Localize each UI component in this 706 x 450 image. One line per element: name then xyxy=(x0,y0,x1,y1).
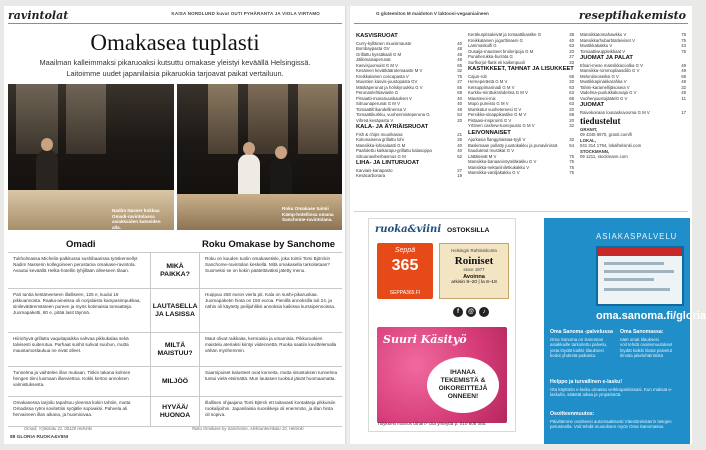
inquiry-line: 041 314 1794, lokalhelsinki.com xyxy=(580,143,642,148)
seppa-ad[interactable] xyxy=(377,243,433,299)
recipe-page: 75 xyxy=(681,48,686,54)
recipe-index-column xyxy=(580,32,686,160)
recipe-index-column xyxy=(468,32,574,176)
row-label: MIKÄ PAIKKA? xyxy=(150,253,200,288)
seppa-name: Seppä xyxy=(394,247,416,254)
recipe-page: 40 xyxy=(457,142,462,148)
table-cell: Illallisen ohjaajana Tomi Björck ett taitavasti kontakteja pikkuisiin ruokalijoihin. Japanilaisia suosikkeja oli enemmän, ja illan hinta oli sopiva. xyxy=(205,400,336,417)
recipe-page: 20 xyxy=(569,106,574,112)
recipe-name: Sitruunaperunat G M V xyxy=(356,101,400,106)
recipe-page: 75 xyxy=(569,153,574,159)
recipe-name: Vihreä kesäpasta V xyxy=(356,117,394,123)
ad-heading: OSTOKSILLA xyxy=(447,227,490,234)
recipe-page: 20 xyxy=(569,117,574,123)
index-item xyxy=(356,118,462,124)
section-title: reseptihakemisto xyxy=(578,9,686,22)
recipe-name: Karviais-kanapasto xyxy=(356,167,393,173)
comparison-table xyxy=(8,252,342,427)
recipe-name: Kasvisjuomuist G M V xyxy=(356,62,399,68)
recipe-page: 75 xyxy=(569,170,574,175)
recipe-name: Vadelma-puolukkakooaja G V xyxy=(580,90,637,95)
cs-block-text: Päivitämme osoitteesi automaattisesti Väestörekisterin tietojen perusteella. Voit tehdä muutoksen myös Oma Sanomassa. xyxy=(550,418,672,430)
photo-shelf xyxy=(298,84,338,154)
photo-caption: Nadim Nasser kokkaa Omadi-ravintolassa asiakkaiden katseiden alla. xyxy=(112,208,161,230)
recipe-page: 54 xyxy=(457,112,462,117)
cs-block xyxy=(550,412,684,430)
cs-block-title: Oma Sanomassa: xyxy=(620,329,664,335)
recipe-name: Mansikka-lohisalaatti G M xyxy=(356,142,406,148)
table-row xyxy=(8,397,342,427)
recipe-page: 49 xyxy=(681,68,686,73)
recipe-page: 65 xyxy=(457,62,462,68)
index-item xyxy=(580,110,686,116)
recipe-name: Pistaasi-inspirointi G V xyxy=(468,117,512,123)
recipe-name: Lammaskulfi G xyxy=(468,43,497,48)
recipe-page: 43 xyxy=(681,43,686,48)
table-cell: Tukholmassa Michelin-palkitussa sushibaarissa työskennellyt Nadim Nasserin kollegoineen perustama omakase-ravintola. Avautui keväällä Helka-hotellin tyhjillään olleeseen tilaan. xyxy=(13,256,138,273)
table-row xyxy=(8,253,342,289)
recipe-name: Tomaattikurkku, vuohenmisteperuna G xyxy=(356,112,430,117)
cs-list-item: ilmoita jakeluhäiriöistä xyxy=(620,353,663,359)
byline: KAISA NORDLUND kuvat OUTI PYHÄRANTA JA VIOLA VIRTAMO xyxy=(171,11,320,16)
recipe-index-column xyxy=(356,32,462,179)
table-row xyxy=(8,333,342,367)
recipe-name: Murskatut vuohetereesi G V xyxy=(468,106,522,112)
recipe-name: Maustevoi-mix xyxy=(468,95,496,101)
recipe-page: 32 xyxy=(569,137,574,142)
recipe-name: Mansikka-vaniljakakku G V xyxy=(468,170,520,175)
index-heading: LEIVONNAISET xyxy=(468,129,511,136)
text-line xyxy=(604,288,670,291)
recipe-name: Keräkurpitsaleivät ja tomaattikastike G xyxy=(468,32,542,37)
recipe-name: Perunanlehtiaviaste G xyxy=(356,90,399,95)
recipe-page: 27 xyxy=(569,54,574,59)
recipe-name: Raivokoiraan lounaskuvooma G M V xyxy=(580,109,650,115)
spk-title: Suuri Käsityö xyxy=(383,333,467,346)
recipe-page: 48 xyxy=(457,46,462,51)
customer-service-box xyxy=(544,218,706,444)
recipe-page: 40 xyxy=(457,148,462,153)
cs-block xyxy=(550,380,684,398)
recipe-page: 20 xyxy=(569,79,574,84)
text-line xyxy=(604,278,654,281)
recipe-name: Jälkimaisaperunat xyxy=(356,57,391,62)
cs-list-item: voit tehdä osoitemuutokset xyxy=(620,342,673,348)
recipe-name: Kokonaisena grillattu lohi xyxy=(356,137,404,142)
recipe-page: 20 xyxy=(569,48,574,54)
table-row xyxy=(8,289,342,333)
spk-bubble: IHANAA TEKEMISTÄ & OIKOREITTEJÄ ONNEEN! xyxy=(427,357,499,413)
restaurant-photo xyxy=(8,84,342,230)
address-omadi: Omadi, Yrjönkatu 21, 00120 Helsinki xyxy=(24,426,92,431)
recipe-page: 33 xyxy=(569,59,574,65)
recipe-name: Ajurkasia flanggriaistaa-tyyli V xyxy=(468,137,526,142)
shopping-ad xyxy=(368,218,516,432)
recipe-page: 21 xyxy=(457,131,462,137)
recipe-name: Mustikkapinakkarahka V xyxy=(580,79,627,84)
suuri-kasityo-ad[interactable] xyxy=(377,327,507,423)
roiniset-subtitle: Helsingin Rahtisiskonta xyxy=(451,248,497,253)
recipe-page: 40 xyxy=(457,101,462,106)
index-item xyxy=(468,143,574,154)
recipe-page: 40 xyxy=(457,40,462,46)
recipe-name: Muustien kasvis-juustopasta GV xyxy=(356,79,418,84)
index-item xyxy=(468,170,574,176)
recipe-page: 32 xyxy=(569,123,574,128)
index-item xyxy=(580,96,686,102)
cs-block-title: Helppo ja turvallinen e-lasku! xyxy=(550,379,623,385)
recipe-page: 75 xyxy=(457,73,462,79)
cs-block xyxy=(620,330,686,359)
index-item xyxy=(468,123,574,129)
recipe-name: Tomaattifrikandellinensa V xyxy=(356,106,407,112)
inquiry-line: 09 4345 0670, granit.com/fi xyxy=(580,132,633,137)
column-title-roku: Roku Omakase by Sanchome xyxy=(202,239,336,250)
recipe-page: 68 xyxy=(569,112,574,117)
recipe-page: 63 xyxy=(569,90,574,95)
cs-block-title: Osoitteenmuutos: xyxy=(550,411,595,417)
recipe-list xyxy=(580,32,686,115)
recipe-name: Mansikkatomahawkku V xyxy=(580,32,627,37)
cs-block-text: Ota käyttöön e-lasku omassa verkkopankissasi. Kun maksat e-laskulla, säästät aikaa ja ympäristöä. xyxy=(550,386,673,398)
recipe-page: 40 xyxy=(457,95,462,101)
recipe-name: Ousaija-mausteet broileripoja G M xyxy=(468,48,534,54)
address-roku: Roku Omakase by Sanchome, Aleksanterinkatu 10, Helsinki xyxy=(192,426,304,431)
recipe-name: Kreikkalainen coscapasta V xyxy=(356,73,409,79)
recipe-page: 26 xyxy=(457,137,462,142)
recipe-page: 68 xyxy=(569,73,574,79)
recipe-name: Sitruunaviherbasmus G M xyxy=(356,153,406,159)
lead-paragraph: Maailman kalleimmaksi pikaruoaksi kutsuttu omakase yleistyi keväällä Helsingissä. Laitoimme uudet japanilaisia pikaruokia tarjoavat paikat vertailuun. xyxy=(39,58,311,78)
recipe-name: Mustikkakakku V xyxy=(580,43,613,48)
table-cell: Omakasessa tarjoilu tapahtuu yleensä kokin tahtiin, mutta Omadissa rytmi sovitettiin syöjälle sopivaksi. Pahvela ali hervaineen illan aikana, ja huomioivaa. xyxy=(13,400,131,417)
recipe-name: Kreikkalainen jogurttinaeni G xyxy=(468,37,523,43)
table-cell: Pari tuntia kestäneeseen illalliseen, 125 e, kuului 16 pikkuannosta. Raaka-aineissa oli norjalaista kampasimpukkaa, sinilevätäremästeen pureen ja myös kotimaisia tomaatteja. Juomapaketti, 80 e, pitää lasit täynnä. xyxy=(13,292,141,315)
recipe-page: 32 xyxy=(681,84,686,90)
recipe-page: 68 xyxy=(681,73,686,79)
recipe-page: 54 xyxy=(569,142,574,148)
inquiries-title: tiedustelut xyxy=(580,116,621,126)
recipe-name: Mansikka-banaanivöyteläkakku G V xyxy=(468,159,537,164)
roiniset-ad[interactable] xyxy=(439,243,509,299)
index-heading: KASTIKKEET, TAHNAT JA LISUKKEET xyxy=(468,66,574,72)
photo-shelf xyxy=(208,84,238,154)
recipe-name: Ketsuppimarinadi G M V xyxy=(468,84,515,90)
recipe-name: Punaherukka-burrata G xyxy=(468,54,513,59)
table-cell: Roku on kuuden tuolin omakasetiski, joka toimii Tomi Björckin Sanchome-ravintolan keskellä. Mitä omakasella tarkoitetaan? Suomeksi se on kokin päätettäväksi jätetty menu. xyxy=(205,256,331,273)
text-line xyxy=(604,262,664,265)
recipe-name: Fish & chips muurikassa xyxy=(356,131,403,137)
recipe-page: 75 xyxy=(681,37,686,43)
recipe-name: Kesäcarbonara xyxy=(356,173,386,178)
recipe-name: Mansikkarhubarbtatleiviset V xyxy=(580,37,635,43)
recipe-page: 63 xyxy=(569,43,574,48)
recipe-name: Mäskäperunat ja hölskyruukku G V xyxy=(356,84,423,90)
recipe-name: Vuohenjuustojäätelö G V xyxy=(580,95,628,101)
recipe-name: Cajun-rub xyxy=(468,73,487,79)
recipe-page: 38 xyxy=(569,32,574,37)
recipe-page: 48 xyxy=(457,106,462,112)
inquiry-line: LOKAL, xyxy=(580,137,596,143)
text-line xyxy=(604,270,674,273)
recipe-page: 63 xyxy=(569,84,574,90)
recipe-page: 11 xyxy=(681,95,686,101)
ad-brand: ruoka&viini xyxy=(375,224,442,235)
recipe-page: 68 xyxy=(457,90,462,95)
inquiry-line: 09 1211, stockmann.com xyxy=(580,154,628,159)
left-page xyxy=(4,6,346,444)
table-cell: Tunnelma ja vaihtelee illan mukaan. Tiskin takana kolmen hengen tiimi luomaan illanviettoa. Kokki kertoo annoksen valmistuksesta. xyxy=(13,370,131,387)
seppa-number: 365 xyxy=(391,257,419,274)
table-cell: Huippuu 250 euron vierla pit. Kala on sushi-pikaruokaa. Juomapaketin hinta on 150 euroa. Pienillä annoksilla tuli 24, ja nähin oli käytetty peilijuhliksi annoksia kaikissa kurssipennoissa. xyxy=(205,292,336,309)
recipe-page: 27 xyxy=(457,167,462,173)
recipe-name: Mansikka-nektariiniletkukakku V xyxy=(468,164,530,170)
recipe-page: 68 xyxy=(569,95,574,101)
recipe-name: Mansikka-rommoplaasdiilo G V xyxy=(580,68,640,73)
recipe-page: 48 xyxy=(457,57,462,62)
diet-legend: G gluteeniton M maidoton V laktoosi-vegaaniaineen xyxy=(376,11,489,16)
index-heading: KASVISRUOAT xyxy=(356,33,398,39)
recipe-name: Meloniimoseiksi G V xyxy=(580,73,619,79)
roiniset-hours: arkisin 8–20 | la 8–18 xyxy=(451,280,497,285)
row-label: MILTÄ MAISTUU? xyxy=(150,333,200,366)
recipe-page: 49 xyxy=(681,62,686,68)
table-cell: Saarnipuiset kalusteet ovat komeita, mutta sisustuksen tunnelma tuntui vielä etsimättä. Mun lautasen tuoksut jäivät huomaamatta. xyxy=(205,370,338,381)
social-links xyxy=(453,307,489,317)
recipe-page: 75 xyxy=(681,32,686,37)
recipe-page: 63 xyxy=(569,101,574,106)
recipe-name: Paahdettu katkarapu-grillattu kalasoppa xyxy=(356,148,432,153)
recipe-page: 75 xyxy=(569,159,574,164)
recipe-name: Kurkku-minttukrahdelma G M V xyxy=(468,90,528,95)
right-page xyxy=(350,6,706,444)
section-title: ravintolat xyxy=(8,9,69,22)
recipe-name: Grillattu kyssäkaali G M xyxy=(356,51,402,57)
recipe-page: 19 xyxy=(457,173,462,178)
page-number: 88 GLORIA RUOKA&VIINI xyxy=(10,435,69,440)
index-heading: JUOMAT JA PALAT xyxy=(580,55,633,61)
cs-block-title: Oma Sanoma -palvelussa xyxy=(550,329,613,335)
recipe-page: 40 xyxy=(569,37,574,43)
index-item xyxy=(468,60,574,66)
recipe-name: Yrttinen cashew-tuorejuusto G M V xyxy=(468,123,535,128)
photo-shelf xyxy=(66,84,106,154)
recipe-page: 48 xyxy=(457,51,462,57)
recipe-name: Kesäinen kevätkäärulemaaste M V xyxy=(356,68,423,73)
row-label: MILJÖÖ xyxy=(150,367,200,396)
index-item xyxy=(356,154,462,160)
recipe-page: 75 xyxy=(569,164,574,170)
facebook-icon[interactable]: f xyxy=(453,307,463,317)
index-heading: JUOMAT xyxy=(580,102,605,108)
recipe-name: Lättäleivät M V xyxy=(468,153,497,159)
table-row xyxy=(8,367,342,397)
recipe-page: 17 xyxy=(681,109,686,115)
cs-title: ASIAKASPALVELU xyxy=(596,232,678,241)
table-cell: Hiiriohyvä grillattu vaquitapaikka vahvaa pikkukalaa sekä talvisesti suiterutua. Parhaat sushit sulivat suuhun, mutta maustamoslaukua ne eivät olleet. xyxy=(13,336,129,353)
divider xyxy=(354,211,688,212)
row-label: HYVÄÄ/ HUONOA xyxy=(150,397,200,426)
recipe-page: 49 xyxy=(681,90,686,95)
recipe-name: Tahini-karamellijäsoseia V xyxy=(580,84,630,90)
recipe-page: 62 xyxy=(457,153,462,159)
recipe-name: Mopo pureisto G M V xyxy=(468,101,509,106)
divider xyxy=(8,23,342,24)
seppa-caption: SEPPA365.FI xyxy=(389,290,421,296)
divider xyxy=(354,23,688,24)
recipe-page: 49 xyxy=(681,79,686,84)
cs-block-text: Oma Sanoma on Sanoman asiakkaille tarkoitettu palvelu, josta löydät kaikki tilauksesi tiedot yhdestä paikasta. xyxy=(550,336,608,359)
recipe-name: Herneperästä G M V xyxy=(468,79,508,84)
index-heading: LIHA- JA LINTURUOAT xyxy=(356,160,420,166)
tiktok-icon[interactable]: ♪ xyxy=(479,307,489,317)
cs-list-item: näet omat tilauksesi xyxy=(620,336,659,342)
photo-shelf xyxy=(248,84,288,154)
roiniset-name: Roiniset xyxy=(454,255,494,267)
roiniset-open: Avoinna xyxy=(463,274,485,280)
inquiry-line: STOCKMANN, xyxy=(580,148,610,154)
row-label: LAUTASELLA JA LASISSA xyxy=(150,289,200,332)
roiniset-since: since 1977 xyxy=(463,267,485,272)
cs-block xyxy=(550,330,614,359)
index-item xyxy=(580,49,686,55)
recipe-name: Bombaypasta GV xyxy=(356,46,390,51)
recipe-page: 32 xyxy=(457,68,462,73)
ad-footer: Ttilyksesi mainos tähän? Ota yhteyttä p. 010 808 085. xyxy=(377,421,487,426)
recipe-name: Elsari-mese mansikkacoolka G V xyxy=(580,62,644,68)
recipe-page: 20 xyxy=(457,117,462,123)
site-screenshot xyxy=(596,246,684,306)
recipe-name: Pirsaatti-munanuuskaukset V xyxy=(356,95,412,101)
photo-caption: Roku Omakase tuimii Kämp-hotellissa omana Sanchome-ravintolana. xyxy=(282,206,334,222)
index-item xyxy=(356,173,462,179)
headline: Omakasea tuplasti xyxy=(90,30,260,55)
recipe-name: Tomaattiwuppleikkaat V xyxy=(580,48,626,54)
site-header xyxy=(598,248,682,256)
index-heading: KALA- JA ÄYRIÄISRUOAT xyxy=(356,124,429,130)
cs-list-item: löydät kaikki tilatut palvelut xyxy=(620,347,672,353)
recipe-page: 65 xyxy=(457,84,462,90)
recipe-name: Surfkorjoi-flank eli kaikenpuoli xyxy=(468,59,525,65)
recipe-name: Baskimaan pullatty juustokakku ja punaviinissä haudutetut mustikat G V xyxy=(468,142,558,153)
recipe-page: 27 xyxy=(457,79,462,84)
table-cell: Maut olivat raikkaita, kermaisia ja umamisia. Pikkuruokien maistelu ateriaksi kiintyi viidennettä. Ruoka saatiin kuvittelemalla vähän myöhemmin. xyxy=(205,336,337,353)
inquiry-line: GRANIT, xyxy=(580,126,598,132)
instagram-icon[interactable]: @ xyxy=(466,307,476,317)
recipe-name: Curry-kylläinen muusimauste xyxy=(356,40,412,46)
photo-divider xyxy=(174,84,177,230)
recipe-name: Persikka-sinappikastike G M V xyxy=(468,112,527,117)
column-title-omadi: Omadi xyxy=(66,239,96,250)
cs-url[interactable]: oma.sanoma.fi/gloria xyxy=(596,310,706,322)
